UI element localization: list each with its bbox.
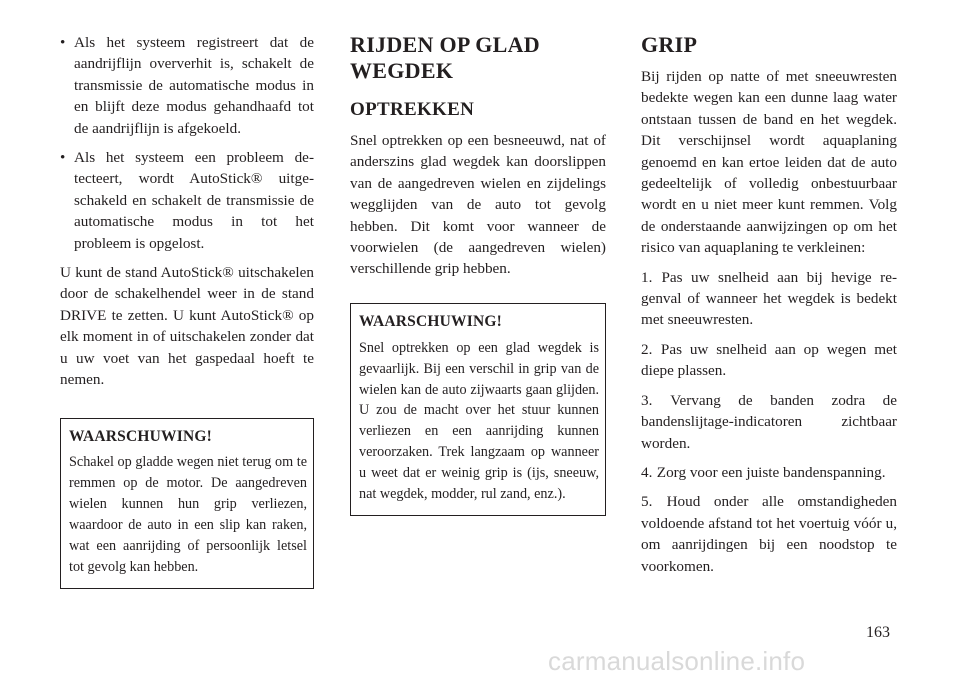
list-item <box>641 267 897 331</box>
list-item <box>641 462 897 483</box>
step-number: 4. <box>641 463 653 481</box>
grip-paragraph: Bij rijden op natte of met sneeuwresten bedekte wegen kan een dunne laag water ontstaan tussen de band en het wegdek. Dit verschijnsel wordt aquaplaning genoemd en kan ertoe leiden dat de auto gedeeltelijk of volledig onbestuurbaar wordt en u niet meer kunt remmen. Volg de onderstaande aanwijzingen op om het risico van aquaplaning te verkleinen: <box>641 68 897 257</box>
bullet-list <box>60 32 314 254</box>
list-item <box>641 390 897 454</box>
list-item <box>60 147 314 254</box>
bullet-text: Als het systeem registreert dat de aandrijflijn oververhit is, schakelt de transmissie de automatische modus in en blijft deze modus gehandhaafd tot de aandrijflijn is afgekoeld. <box>74 34 314 137</box>
warning-title: WAARSCHUWING! <box>359 312 502 330</box>
step-number: 5. <box>641 493 653 511</box>
column-left <box>60 32 314 589</box>
step-text: Pas uw snelheid aan op wegen met diepe plassen. <box>641 340 898 380</box>
step-number: 1. <box>641 268 653 286</box>
step-text: Houd onder alle omstandigheden voldoende afstand tot het voertuig vóór u, om aanrijdingen bij een noodstop te voorkomen. <box>641 493 898 575</box>
warning-box-acceleration <box>350 303 606 516</box>
bullet-icon: • <box>60 34 66 51</box>
step-text: Zorg voor een juiste bandenspanning. <box>656 463 886 481</box>
list-item <box>641 339 897 382</box>
step-text: Vervang de banden zodra de bandenslijtage-indicatoren zichtbaar worden. <box>641 391 898 452</box>
aquaplaning-steps <box>641 267 897 577</box>
subsection-heading: OPTREKKEN <box>350 99 475 120</box>
autostick-paragraph: U kunt de stand AutoStick® uitschakelen door de schakelhendel weer in de stand DRIVE te zetten. U kunt AutoStick® op elk moment in of uitschakelen zonder dat u uw voet van het gaspedaal hoeft te nemen. <box>60 264 314 389</box>
page-number: 163 <box>866 624 890 641</box>
column-right <box>641 32 897 577</box>
bullet-text: Als het systeem een probleem detecteert, wordt AutoStick® uitgeschakeld en schakelt de transmissie de automatische modus in tot het probleem is opgelost. <box>74 149 314 252</box>
step-number: 2. <box>641 340 653 358</box>
section-heading: RIJDEN OP GLAD WEGDEK <box>350 32 540 83</box>
acceleration-paragraph: Snel optrekken op een besneeuwd, nat of anderszins glad wegdek kan doorslippen van de aangedreven wielen en zijdelings wegglijden van de auto tot gevolg hebben. Dit komt voor wanneer de voorwielen (de aangedreven wielen) verschillende grip hebben. <box>350 132 606 278</box>
column-middle <box>350 32 606 516</box>
warning-text: Snel optrekken op een glad wegdek is gevaarlijk. Bij een verschil in grip van de wielen kan de auto zijwaarts gaan glijden. U zou de macht over het stuur kunnen verliezen en een aanrijding kunnen veroorzaken. Trek langzaam op wanneer u weet dat er weinig grip is (ijs, sneeuw, nat wegdek, modder, rul zand, enz.). <box>359 339 599 503</box>
warning-text: Schakel op gladde wegen niet terug om te remmen op de motor. De aangedreven wielen kunnen hun grip verliezen, waardoor de auto in een slip kan raken, wat een aanrijding of persoonlijk letsel tot gevolg kan hebben. <box>69 454 307 575</box>
list-item <box>641 491 897 577</box>
section-heading: GRIP <box>641 32 698 57</box>
step-number: 3. <box>641 391 653 409</box>
step-text: Pas uw snelheid aan bij hevige regenval of wanneer het wegdek is bedekt met sneeuwresten. <box>641 268 897 329</box>
warning-box-engine-braking <box>60 418 314 589</box>
bullet-icon: • <box>60 149 66 167</box>
warning-title: WAARSCHUWING! <box>69 427 212 445</box>
list-item <box>60 32 314 139</box>
watermark: carmanualsonline.info <box>548 646 806 676</box>
